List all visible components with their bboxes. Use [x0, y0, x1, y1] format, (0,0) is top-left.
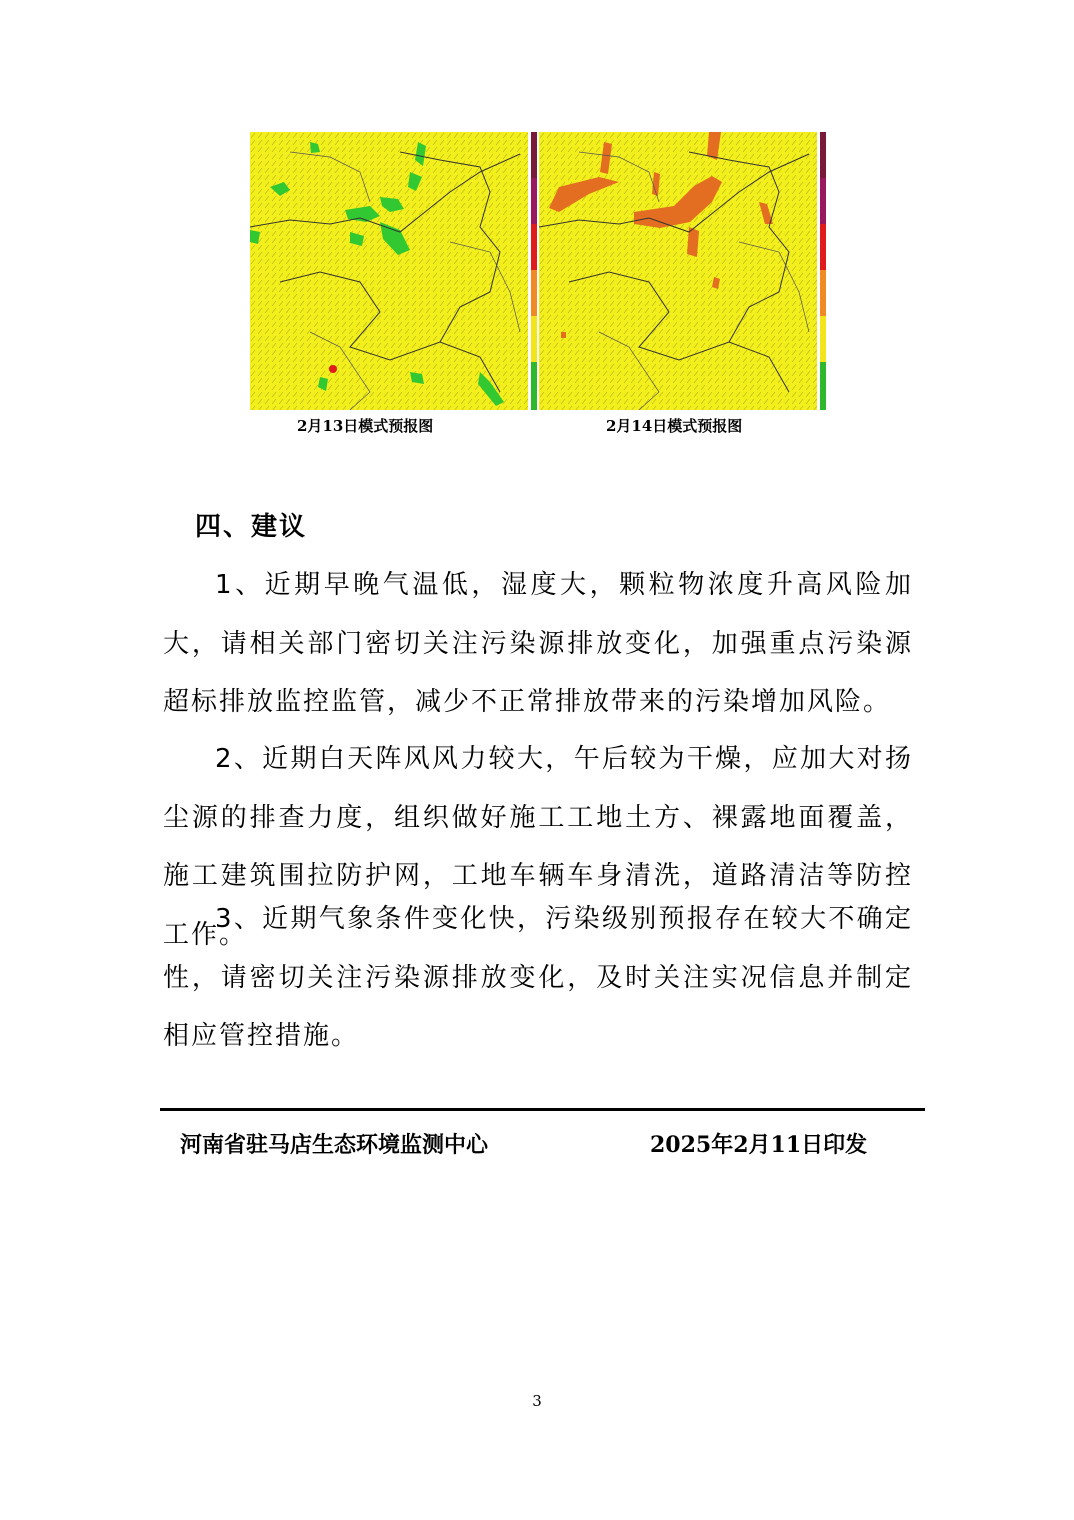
recommendation-paragraph-2: 2、近期白天阵风风力较大，午后较为干燥，应加大对扬尘源的排查力度，组织做好施工工地土方、裸露地面覆盖，施工建筑围拉防护网，工地车辆车身清洗，道路清洁等防控工作。	[163, 744, 913, 950]
forecast-map-feb14	[539, 132, 831, 410]
forecast-map-image	[539, 132, 831, 410]
figure-caption: 2月14日模式预报图	[606, 417, 743, 435]
issuing-organization: 河南省驻马店生态环境监测中心	[180, 1133, 489, 1158]
issue-date: 2025年2月11日印发	[650, 1132, 868, 1158]
page-number: 3	[532, 1392, 542, 1410]
section-heading: 四、建议	[195, 512, 308, 542]
forecast-map-feb13	[250, 132, 542, 410]
forecast-map-image	[250, 132, 542, 410]
figure-caption: 2月13日模式预报图	[297, 417, 434, 435]
recommendation-paragraph-1: 1、近期早晚气温低，湿度大，颗粒物浓度升高风险加大，请相关部门密切关注污染源排放变化，加强重点污染源超标排放监控监管，减少不正常排放带来的污染增加风险。	[163, 570, 913, 717]
recommendation-paragraph-3: 3、近期气象条件变化快，污染级别预报存在较大不确定性，请密切关注污染源排放变化，及时关注实况信息并制定相应管控措施。	[163, 904, 913, 1051]
footer-divider	[160, 1108, 925, 1111]
